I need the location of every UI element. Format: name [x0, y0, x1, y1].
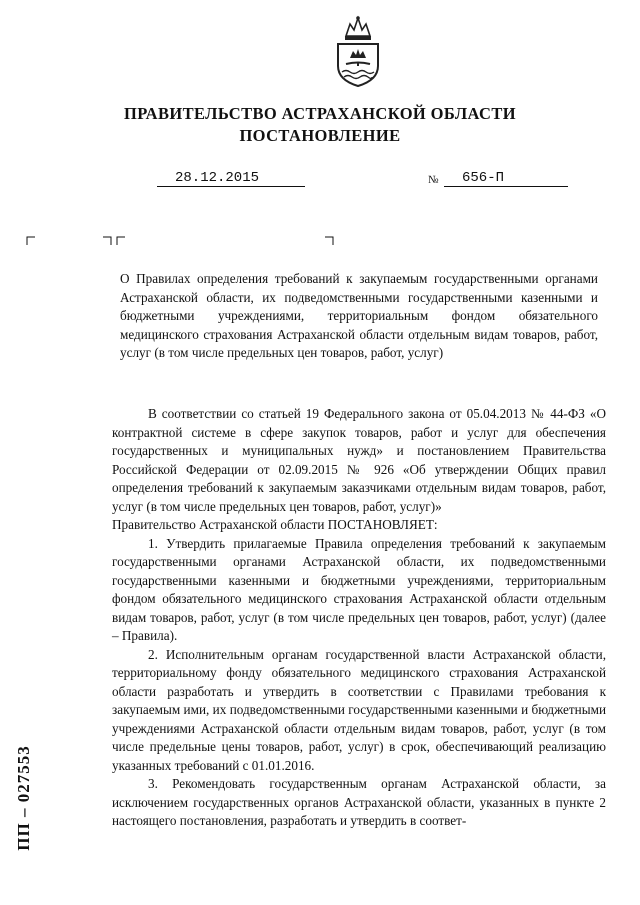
corner-mark-icon: [116, 236, 126, 246]
item-1-paragraph: 1. Утвердить прилагаемые Правила определения требований к закупаемым государственными органами Астраханской области, их подведомственными государственными казенными и бюджетными учреждениями, территориальным фондом обязательного медицинского страхования Астраханской области отдельным видам товаров, работ, услуг (в том числе предельных цен товаров, работ, услуг) (далее – Правила).: [112, 535, 606, 643]
side-serial-text: ПП – 027553: [14, 745, 33, 851]
document-date: 28.12.2015: [157, 170, 305, 187]
document-subject: О Правилах определения требований к закупаемым государственными органами Астраханской области, их подведомственными государственными казенными и бюджетными учреждениями, территориальным фондом обязательного медицинского страхования Астраханской области отдельным видам товаров, работ, услуг (в том числе предельных цен товаров, работ, услуг): [120, 271, 598, 360]
coat-of-arms-icon: [332, 14, 384, 88]
corner-mark-icon: [26, 236, 36, 246]
corner-mark-icon: [102, 236, 112, 246]
resolves-paragraph: Правительство Астраханской области ПОСТАНОВЛЯЕТ:: [112, 517, 438, 532]
organization-title: ПРАВИТЕЛЬСТВО АСТРАХАНСКОЙ ОБЛАСТИ: [124, 104, 516, 123]
corner-mark-icon: [324, 236, 334, 246]
preamble-paragraph: В соответствии со статьей 19 Федерального закона от 05.04.2013 № 44-ФЗ «О контрактной системе в сфере закупок товаров, работ и услуг для обеспечения государственных и муниципальных нужд» и постановлением Правительства Российской Федерации от 02.09.2015 № 926 «Об утверждении Общих правил определения требований к закупаемым заказчиками отдельным видам товаров, работ, услуг (в том числе предельных цен товаров, работ, услуг)»: [112, 406, 606, 514]
document-type: ПОСТАНОВЛЕНИЕ: [239, 126, 401, 145]
document-body: [112, 405, 606, 831]
number-sign: №: [428, 174, 439, 186]
item-2-paragraph: 2. Исполнительным органам государственной власти Астраханской области, территориальному фонду обязательного медицинского страхования Астраханской области разработать и утвердить в соответствии с Правилами требования к закупаемым ими, их подведомственными государственными казенными и бюджетными учреждениями Астраханской области отдельным видам товаров, работ, услуг (в том числе предельные цены товаров, работ, услуг) в срок, обеспечивающий реализацию указанных требований с 01.01.2016.: [112, 646, 606, 773]
item-3-paragraph: 3. Рекомендовать государственным органам Астраханской области, за исключением государственных органов Астраханской области, указанных в пункте 2 настоящего постановления, разработать и утвердить в соответ-: [112, 776, 606, 828]
side-serial-code: [4, 698, 44, 898]
document-number: 656-П: [444, 170, 568, 187]
